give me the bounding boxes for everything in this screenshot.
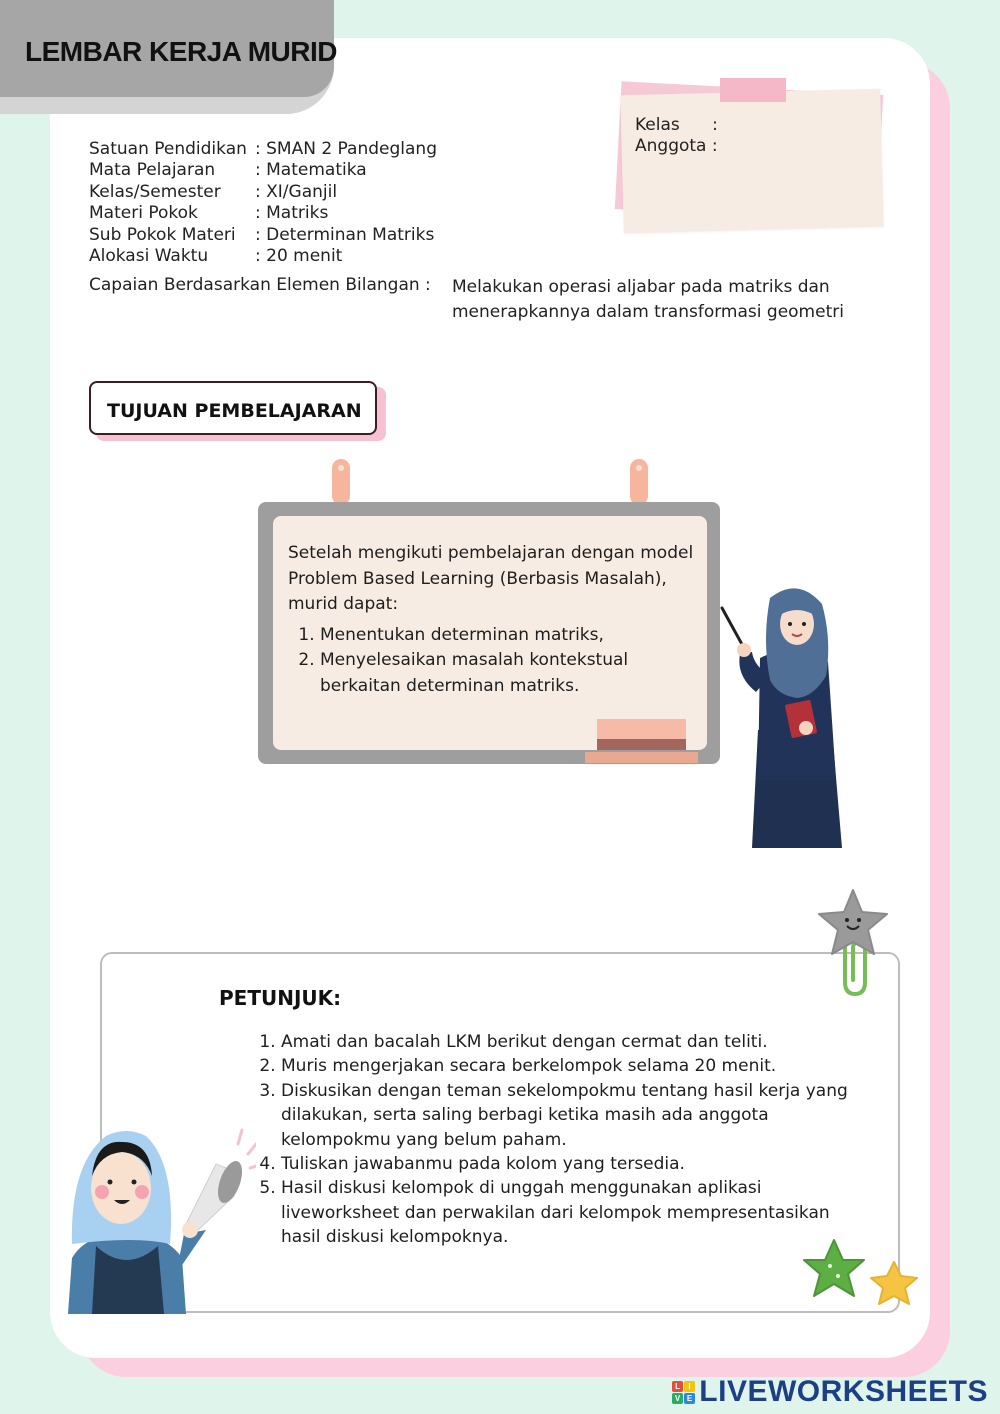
petunjuk-item: 1. Amati dan bacalah LKM berikut dengan cermat dan teliti. [281,1030,851,1054]
tujuan-heading: TUJUAN PEMBELAJARAN [107,400,362,422]
petunjuk-heading: PETUNJUK: [219,986,342,1010]
identity-info [89,139,437,267]
page-title: LEMBAR KERJA MURID [25,36,337,67]
info-row [89,182,437,203]
info-key: Sub Pokok Materi [89,224,236,245]
petunjuk-item: 3. Diskusikan dengan teman sekelompokmu tentang hasil kerja yang dilakukan, serta saling berbagi ketika masih ada anggota kelompokmu yang belum paham. [281,1079,851,1152]
liveworksheets-logo[interactable] [672,1375,988,1409]
logo-mark-icon: L I V E [672,1381,695,1404]
info-row [89,246,437,267]
info-value: : XI/Ganjil [255,181,338,202]
capaian-text: Melakukan operasi aljabar pada matriks dan menerapkannya dalam transformasi geometri [452,277,844,322]
kelas-label: Kelas : [635,115,718,135]
tujuan-content [288,541,704,699]
tujuan-list [288,623,704,700]
teacher-icon [718,580,848,848]
logo-text: LIVEWORKSHEETS [699,1375,988,1408]
info-key: Satuan Pendidikan [89,139,247,159]
board-tray [585,752,698,763]
board-eraser-grip [597,739,686,750]
stars-icon [800,1236,924,1318]
info-value: : 20 menit [255,246,343,267]
sticky-note-tape [720,78,786,102]
petunjuk-item: 5. Hasil diskusi kelompok di unggah menggunakan aplikasi liveworksheet dan perwakilan dari kelompok mempresentasikan hasil diskusi kelompoknya. [281,1176,851,1249]
info-row [89,225,437,246]
tujuan-item: 1. Menentukan determinan matriks, [320,623,704,649]
student-megaphone-icon [66,1124,256,1314]
capaian-label: Capaian Berdasarkan Elemen Bilangan : [89,275,431,295]
petunjuk-item: 4. Tuliskan jawabanmu pada kolom yang tersedia. [281,1152,851,1176]
info-value: : Determinan Matriks [255,224,435,245]
info-key: Alokasi Waktu [89,246,209,267]
info-key: Kelas/Semester [89,181,221,202]
info-row [89,160,437,181]
petunjuk-item: 2. Muris mengerjakan secara berkelompok selama 20 menit. [281,1054,851,1078]
info-value: : Matematika [255,160,367,181]
info-row [89,203,437,224]
info-key: Materi Pokok [89,203,198,224]
board-eraser [597,719,686,739]
petunjuk-list [260,1030,851,1250]
anggota-label: Anggota : [635,136,718,156]
info-value: : Matriks [255,203,329,224]
info-row [89,139,437,160]
sticky-note [620,89,884,234]
board-hanger-right [630,459,648,505]
tujuan-item: 2. Menyelesaikan masalah kontekstual berkaitan determinan matriks. [320,648,704,699]
info-key: Mata Pelajaran [89,160,216,181]
board-hanger-left [332,459,350,505]
tujuan-intro: Setelah mengikuti pembelajaran dengan model Problem Based Learning (Berbasis Masalah), murid dapat: [288,543,694,614]
star-paperclip-icon [815,886,893,1004]
info-value: : SMAN 2 Pandeglang [255,139,437,159]
